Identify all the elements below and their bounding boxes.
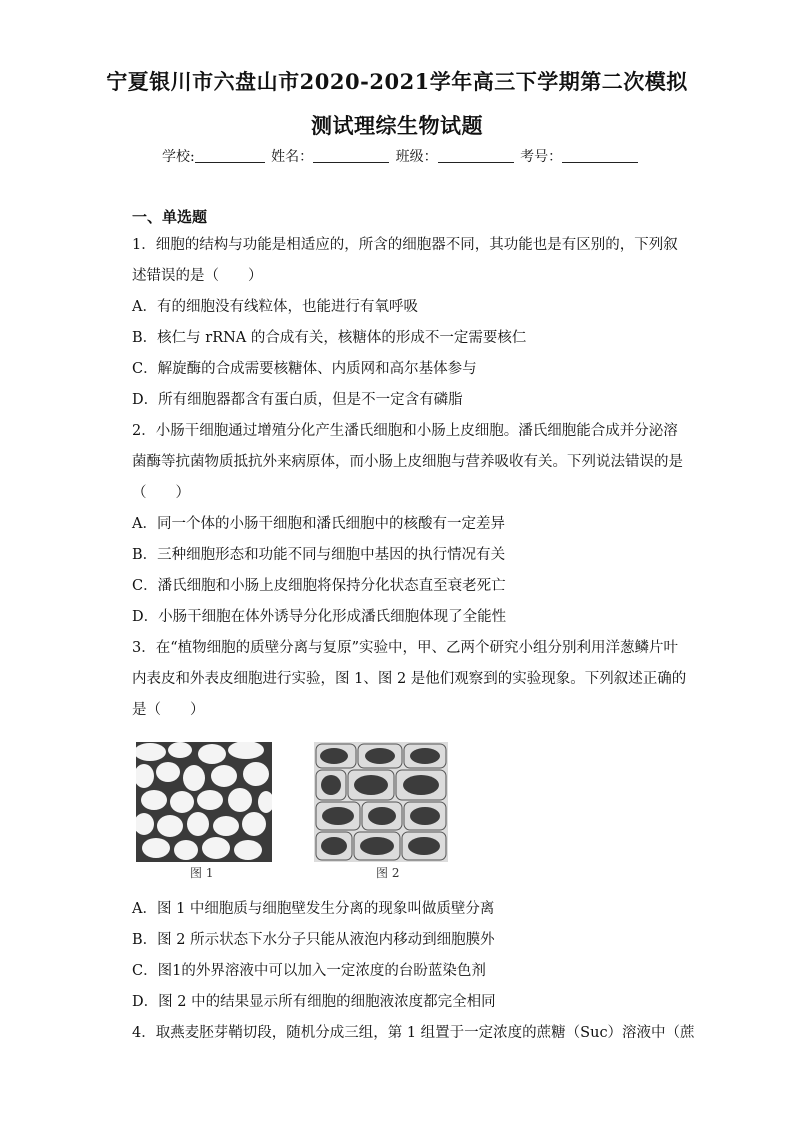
q3-option-d: D．图 2 中的结果显示所有细胞的细胞液浓度都完全相同 xyxy=(132,994,496,1010)
q1-option-c: C．解旋酶的合成需要核糖体、内质网和高尔基体参与 xyxy=(132,361,477,377)
q2-stem-line-2: 菌酶等抗菌物质抵抗外来病原体，而小肠上皮细胞与营养吸收有关。下列说法错误的是 xyxy=(132,454,683,470)
q2-stem-line-3: （ ） xyxy=(132,485,190,501)
name-label: 姓名： xyxy=(271,149,314,165)
figure-1-image xyxy=(136,742,272,862)
class-blank xyxy=(438,148,514,163)
figure-1-micrograph xyxy=(136,742,272,862)
school-blank xyxy=(195,148,265,163)
q2-option-c: C．潘氏细胞和小肠上皮细胞将保持分化状态直至衰老死亡 xyxy=(132,578,506,594)
q1-option-b: B．核仁与 rRNA 的合成有关，核糖体的形成不一定需要核仁 xyxy=(132,330,527,346)
q3-stem-line-2: 内表皮和外表皮细胞进行实验，图 1、图 2 是他们观察到的实验现象。下列叙述正确的 xyxy=(132,671,687,687)
q1-stem-line-1: 1．细胞的结构与功能是相适应的，所含的细胞器不同，其功能也是有区别的，下列叙 xyxy=(132,237,678,253)
q3-stem-line-1: 3．在“植物细胞的质壁分离与复原”实验中，甲、乙两个研究小组分别利用洋葱鳞片叶 xyxy=(132,640,679,656)
page-title-line-1: 宁夏银川市六盘山市2020-2021学年高三下学期第二次模拟 xyxy=(106,69,688,94)
q2-option-a: A．同一个体的小肠干细胞和潘氏细胞中的核酸有一定差异 xyxy=(132,516,505,532)
q1-stem-line-2: 述错误的是（ ） xyxy=(132,268,263,284)
exam-no-label: 考号： xyxy=(520,149,563,165)
student-info-row xyxy=(162,146,640,166)
school-label: 学校: xyxy=(162,149,195,165)
page-title-line-2: 测试理综生物试题 xyxy=(311,113,483,138)
q3-option-b: B．图 2 所示状态下水分子只能从液泡内移动到细胞膜外 xyxy=(132,932,495,948)
q1-option-d: D．所有细胞器都含有蛋白质，但是不一定含有磷脂 xyxy=(132,392,463,408)
q3-option-c: C．图1的外界溶液中可以加入一定浓度的台盼蓝染色剂 xyxy=(132,963,486,979)
section-heading: 一、单选题 xyxy=(132,208,208,226)
name-blank xyxy=(313,148,389,163)
q3-stem-line-3: 是（ ） xyxy=(132,702,205,718)
figure-2-image xyxy=(314,742,448,862)
q3-option-a: A．图 1 中细胞质与细胞壁发生分离的现象叫做质壁分离 xyxy=(132,901,495,917)
figure-2-micrograph xyxy=(314,742,448,862)
q2-stem-line-1: 2．小肠干细胞通过增殖分化产生潘氏细胞和小肠上皮细胞。潘氏细胞能合成并分泌溶 xyxy=(132,423,678,439)
figure-2-caption: 图 2 xyxy=(376,866,400,880)
q4-stem-line-1: 4．取燕麦胚芽鞘切段，随机分成三组，第 1 组置于一定浓度的蔗糖（Suc）溶液中（蔗 xyxy=(132,1025,695,1041)
q2-option-b: B．三种细胞形态和功能不同与细胞中基因的执行情况有关 xyxy=(132,547,506,563)
figure-1-caption: 图 1 xyxy=(190,866,214,880)
class-label: 班级： xyxy=(395,149,438,165)
exam-no-blank xyxy=(562,148,638,163)
q2-option-d: D．小肠干细胞在体外诱导分化形成潘氏细胞体现了全能性 xyxy=(132,609,507,625)
q1-option-a: A．有的细胞没有线粒体，也能进行有氧呼吸 xyxy=(132,299,418,315)
